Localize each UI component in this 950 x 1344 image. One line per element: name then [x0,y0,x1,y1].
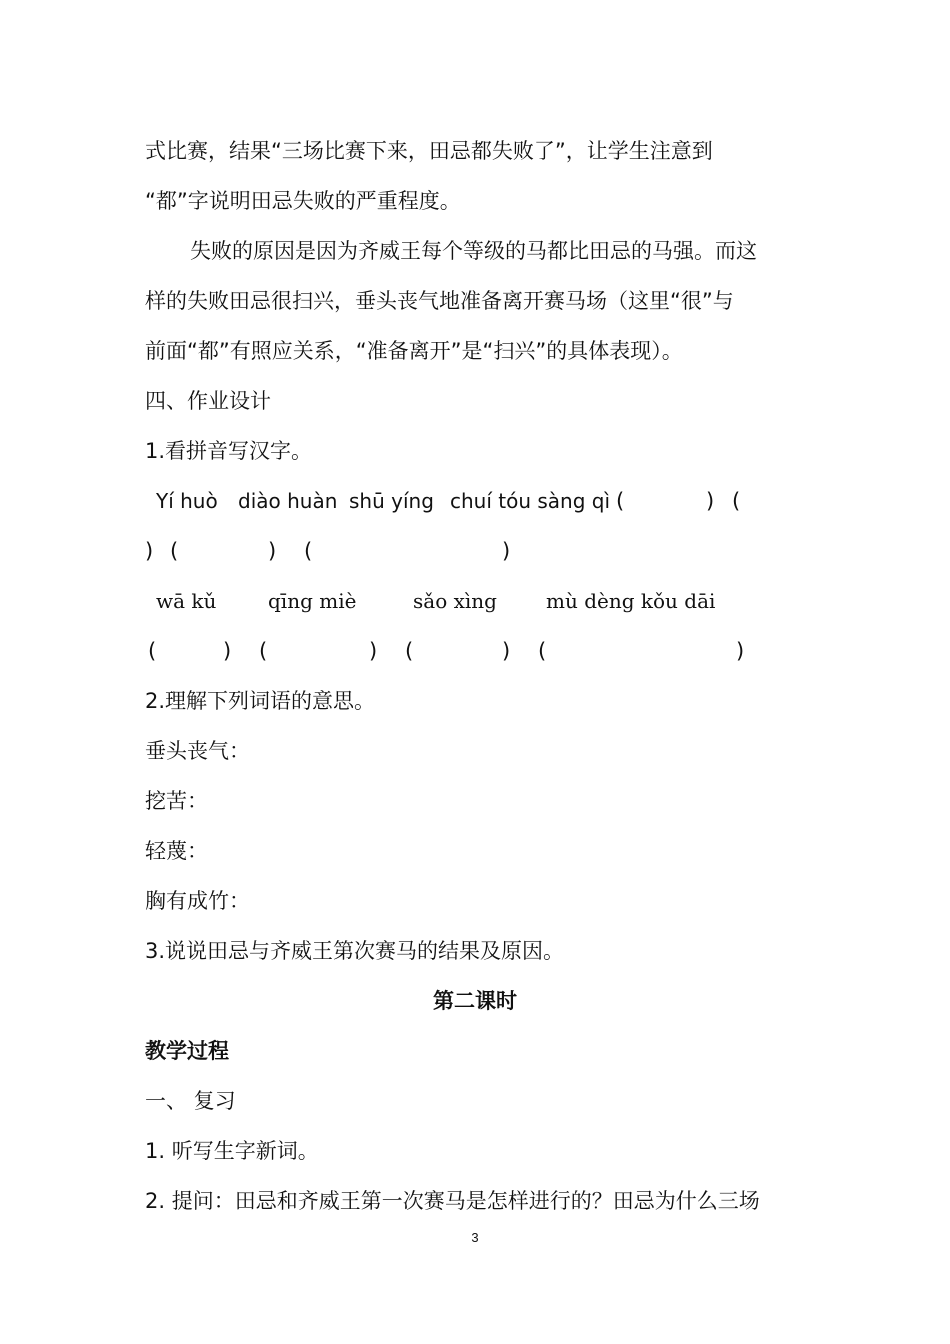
answer-blank: ) [706,489,715,513]
list-item: 2. 提问：田忌和齐威王第一次赛马是怎样进行的？田忌为什么三场 [145,1189,760,1213]
answer-blank: ( [170,539,179,563]
lesson-title: 第二课时 [433,989,517,1013]
section-heading: 一、 复习 [145,1089,236,1113]
question-1: 1.看拼音写汉字。 [145,439,313,463]
question-3: 3.说说田忌与齐威王第次赛马的结果及原因。 [145,939,565,963]
paragraph-line: 样的失败田忌很扫兴，垂头丧气地准备离开赛马场（这里“很”与 [145,289,734,313]
answer-blank: ) [268,539,277,563]
term-item: 轻蔑： [145,839,208,863]
answer-blank: ( [148,639,157,663]
answer-blank: ( [538,639,547,663]
pinyin-word: mù dèng kǒu dāi [546,589,716,613]
term-item: 挖苦： [145,789,208,813]
page-number: 3 [471,1230,479,1245]
answer-blank: ) [145,539,154,563]
answer-blank: ( [616,489,625,513]
answer-blank: ) [736,639,745,663]
list-item: 1. 听写生字新词。 [145,1139,319,1163]
pinyin-word: sǎo xìng [413,589,497,613]
section-heading: 教学过程 [145,1039,229,1063]
pinyin-word: qīng miè [268,589,357,613]
answer-blank: ( [304,539,313,563]
paragraph-line: 前面“都”有照应关系，“准备离开”是“扫兴”的具体表现）。 [145,339,683,363]
homework-heading: 四、作业设计 [145,389,271,413]
pinyin-word: chuí tóu sàng qì [450,489,611,513]
pinyin-word: wā kǔ [156,589,217,613]
answer-blank: ) [502,639,511,663]
term-item: 垂头丧气： [145,739,250,763]
pinyin-word: Yí huò [156,489,218,513]
term-item: 胸有成竹： [145,889,250,913]
answer-blank: ( [405,639,414,663]
paragraph-line: 式比赛，结果“三场比赛下来，田忌都失败了”，让学生注意到 [145,139,713,163]
pinyin-word: shū yíng [349,489,434,513]
answer-blank: ) [223,639,232,663]
answer-blank: ) [502,539,511,563]
question-2: 2.理解下列词语的意思。 [145,689,376,713]
answer-blank: ( [732,489,741,513]
pinyin-word: diào huàn [238,489,338,513]
answer-blank: ) [369,639,378,663]
paragraph-line: 失败的原因是因为齐威王每个等级的马都比田忌的马强。而这 [190,239,757,263]
answer-blank: ( [259,639,268,663]
paragraph-line: “都”字说明田忌失败的严重程度。 [145,189,461,213]
